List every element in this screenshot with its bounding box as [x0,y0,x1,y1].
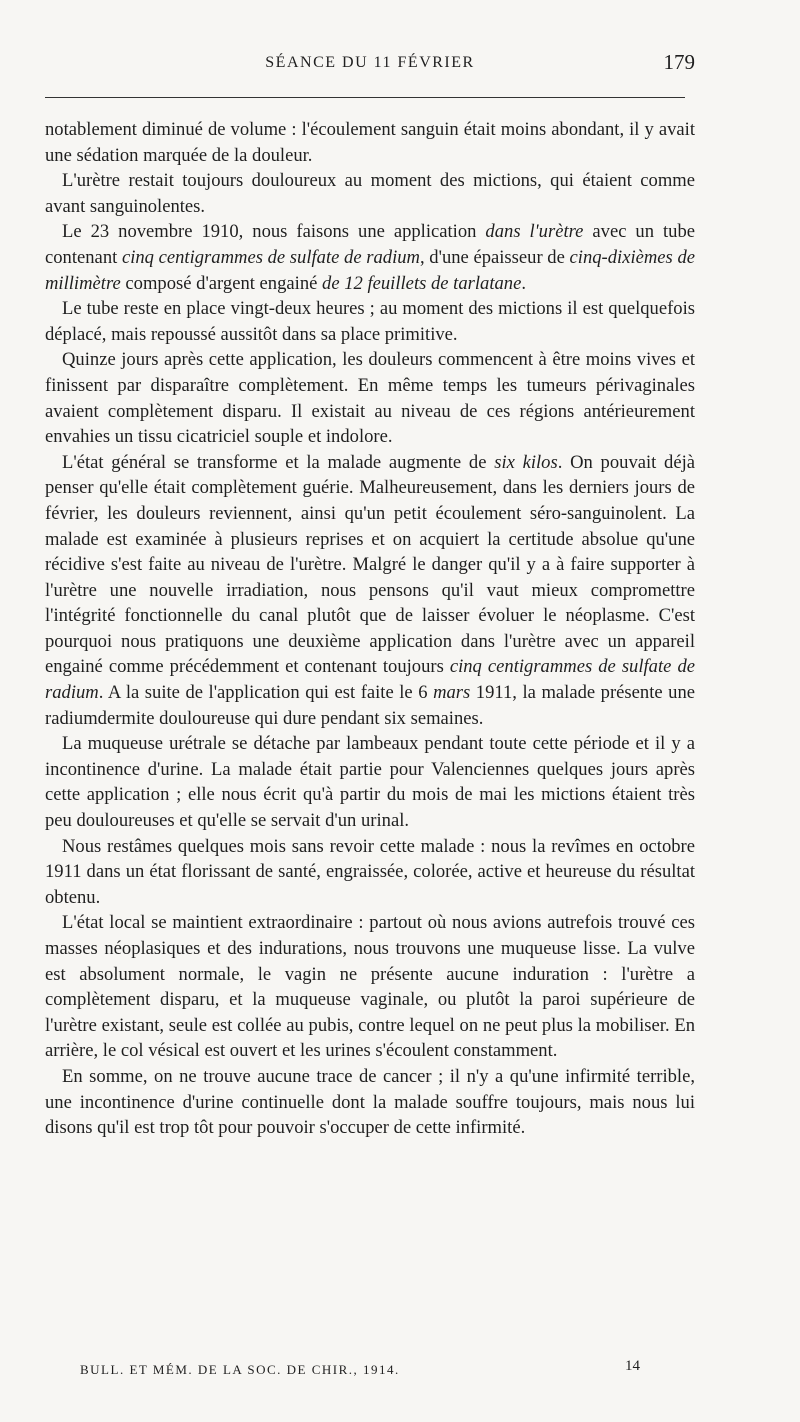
header-rule [45,97,685,98]
body-text [45,117,695,1141]
paragraph-6-text-c: . On pouvait déjà penser qu'elle était complètement guérie. Malheureusement, dans les derniers jours de février, les douleurs reviennent, ainsi qu'un petit écoulement séro-sanguinolent. La malade est examinée à plusieurs reprises et on acquiert la certitude absolue qu'une récidive s'est faite au niveau de l'urètre. Malgré le danger qu'il y a à faire supporter à l'urètre une nouvelle irradiation, nous pensons qu'il vaut mieux compromettre l'intégrité fonctionnelle du canal plutôt que de laisser évoluer le néoplasme. C'est pourquoi nous pratiquons une deuxième application dans l'urètre avec un appareil engainé comme précédemment et contenant toujours [45,451,696,678]
page-header [45,50,695,80]
paragraph-5: Quinze jours après cette application, les douleurs commencent à être moins vives et finissent par disparaître complètement. En même temps les tumeurs périvaginales avaient complètement disparu. Il existait au niveau de ces régions antérieurement envahies un tissu cicatriciel souple et indolore. [45,349,695,448]
paragraph-6-italic-b: six kilos [494,451,558,473]
paragraph-2: L'urètre restait toujours douloureux au moment des mictions, qui étaient comme avant sanguinolentes. [45,170,695,217]
paragraph-6 [45,450,695,732]
paragraph-10: En somme, on ne trouve aucune trace de cancer ; il n'y a qu'une infirmité terrible, une incontinence d'urine continuelle dont la malade souffre toujours, mais nous lui disons qu'il est trop tôt pour pouvoir s'occuper de cette infirmité. [45,1065,695,1139]
paragraph-3-italic-f: cinq-dixièmes de millimètre [45,246,695,294]
paragraph-6-text-e: . A la suite de l'application qui est faite le 6 [98,682,434,704]
paragraph-6-text-g: 1911, la malade présente une radiumdermite douloureuse qui dure pendant six semaines. [45,682,695,729]
page-footer [80,1358,640,1382]
paragraph-4: Le tube reste en place vingt-deux heures ; au moment des mictions il est quelquefois déplacé, mais repoussé aussitôt dans sa place primitive. [45,298,695,345]
paragraph-6-italic-d: cinq centigrammes de sulfate de radium [45,656,695,704]
signature-mark: 14 [625,1358,640,1374]
paragraph-8: Nous restâmes quelques mois sans revoir cette malade : nous la revîmes en octobre 1911 dans un état florissant de santé, engraissée, colorée, active et heureuse du résultat obtenu. [45,835,695,908]
paragraph-6-italic-f: mars [433,682,471,704]
paragraph-3-text-e: , d'une épaisseur de [420,246,570,268]
page-number: 179 [663,50,695,74]
footer-citation: BULL. ET MÉM. DE LA SOC. DE CHIR., 1914. [80,1362,400,1377]
paragraph-3 [45,219,695,296]
paragraph-1: notablement diminué de volume : l'écoulement sanguin était moins abondant, il y avait une sédation marquée de la douleur. [45,119,695,166]
paragraph-3-italic-b: dans l'urètre [485,221,584,243]
running-title: SÉANCE DU 11 FÉVRIER [265,54,475,71]
paragraph-3-text-c: avec un tube contenant [45,221,695,268]
paragraph-3-text-g: composé d'argent engainé [120,272,323,294]
paragraph-3-text-i: . [521,272,527,294]
paragraph-7: La muqueuse urétrale se détache par lambeaux pendant toute cette période et il y a incontinence d'urine. La malade était partie pour Valenciennes quelques jours après cette application ; elle nous écrit qu'à partir du mois de mai les mictions étaient très peu douloureuses et qu'elle se servait d'un urinal. [45,733,695,832]
paragraph-6-text-a: L'état général se transforme et la malade augmente de [62,451,495,473]
paragraph-3-text-a: Le 23 novembre 1910, nous faisons une application [62,221,486,243]
paragraph-3-italic-h: de 12 feuillets de tarlatane [322,272,522,294]
paragraph-9: L'état local se maintient extraordinaire : partout où nous avions autrefois trouvé ces masses néoplasiques et des indurations, nous trouvons une muqueuse lisse. La vulve est absolument normale, le vagin ne présente aucune induration : l'urètre a complètement disparu, et la muqueuse vaginale, ou plutôt la paroi supérieure de l'urètre existant, seule est collée au pubis, contre lequel on ne peut plus la mobiliser. En arrière, le col vésical est ouvert et les urines s'écoulent constamment. [45,912,695,1062]
paragraph-3-italic-d: cinq centigrammes de sulfate de radium [121,246,420,268]
